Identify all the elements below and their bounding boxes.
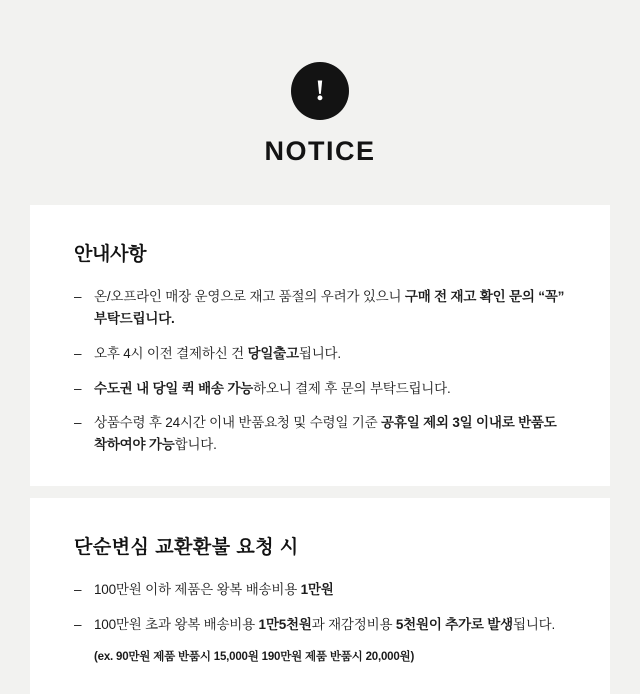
list-item-text: 상품수령 후 24시간 이내 반품요청 및 수령일 기준 공휴일 제외 3일 이내로 반품도착하여야 가능합니다.	[94, 415, 557, 453]
exclamation-icon	[291, 62, 349, 120]
list-item	[74, 286, 566, 330]
refund-list	[74, 579, 566, 636]
guidelines-list	[74, 286, 566, 456]
list-item	[74, 378, 566, 400]
list-item	[74, 412, 566, 456]
list-item	[74, 579, 566, 601]
exclamation-mark: !	[315, 74, 325, 107]
notice-section-refund	[30, 498, 610, 694]
notice-header	[0, 0, 640, 167]
list-item-text: 온/오프라인 매장 운영으로 재고 품절의 우려가 있으니 구매 전 재고 확인 문의 “꼭” 부탁드립니다.	[94, 289, 565, 326]
list-item-text: 100만원 이하 제품은 왕복 배송비용 1만원	[94, 582, 334, 598]
bullet-dash: –	[74, 582, 82, 598]
list-item-text: 수도권 내 당일 퀵 배송 가능하오니 결제 후 문의 부탁드립니다.	[94, 380, 451, 396]
bullet-dash: –	[74, 289, 82, 304]
refund-example-note: (ex. 90만원 제품 반품시 15,000원 190만원 제품 반품시 20,000원)	[94, 650, 415, 663]
bullet-dash: –	[74, 345, 82, 361]
notice-section-guidelines	[30, 205, 610, 486]
page-title: NOTICE	[264, 136, 376, 166]
bullet-dash: –	[74, 617, 82, 633]
bullet-dash: –	[74, 380, 82, 396]
bullet-dash: –	[74, 415, 82, 431]
list-item-text: 100만원 초과 왕복 배송비용 1만5천원과 재감정비용 5천원이 추가로 발생됩니다.	[94, 617, 556, 633]
list-item	[74, 614, 566, 636]
list-item-text: 오후 4시 이전 결제하신 건 당일출고됩니다.	[94, 345, 341, 361]
section-heading: 안내사항	[74, 244, 147, 265]
list-item	[74, 343, 566, 365]
section-heading: 단순변심 교환환불 요청 시	[74, 537, 299, 559]
